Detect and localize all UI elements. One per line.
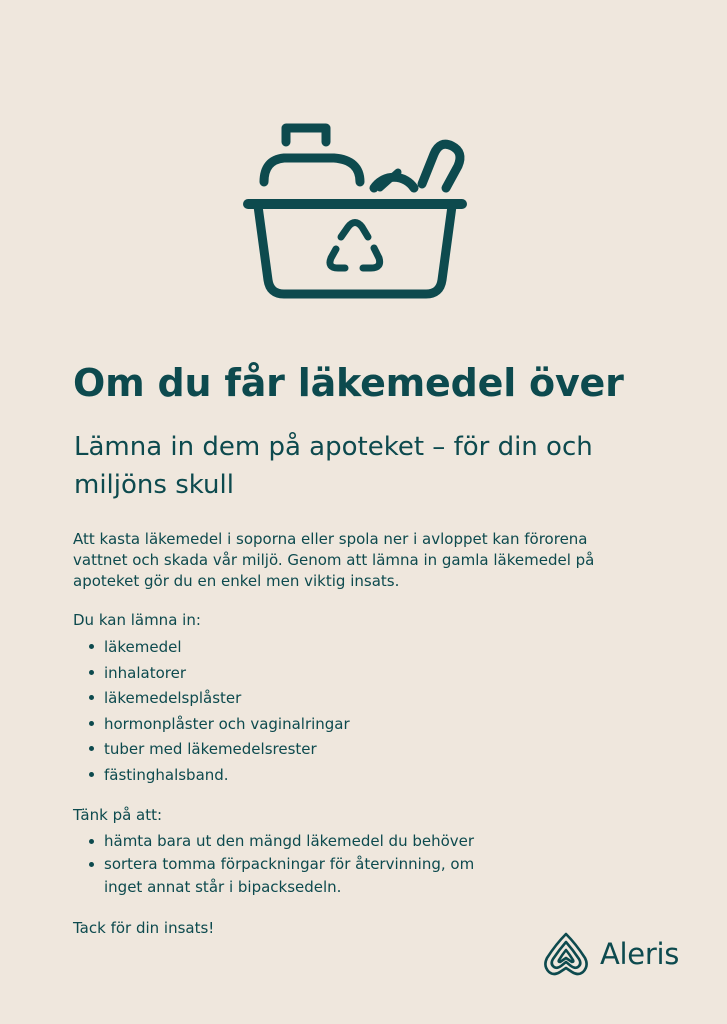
- section-heading-accepted: Du kan lämna in:: [73, 611, 201, 629]
- intro-paragraph: Att kasta läkemedel i soporna eller spola ner i avloppet kan förorena vattnet och skada vår miljö. Genom att lämna in gamla läkemedel på apoteket gör du en enkel men viktig insats.: [73, 530, 595, 590]
- aleris-logo-icon: [542, 930, 590, 978]
- section-heading-tips: Tänk på att:: [73, 806, 163, 824]
- subtitle: Lämna in dem på apoteket – för din och miljöns skull: [74, 432, 593, 500]
- thanks-text: Tack för din insats!: [73, 919, 215, 937]
- list-item: fästinghalsband.: [86, 763, 350, 789]
- list-item: hormonplåster och vaginalringar: [86, 712, 350, 738]
- page-title: Om du får läkemedel över: [73, 361, 624, 405]
- logo-name: Aleris: [600, 937, 680, 971]
- accepted-items-list: [86, 635, 350, 788]
- list-item: hämta bara ut den mängd läkemedel du behöver: [86, 830, 506, 853]
- list-item: läkemedel: [86, 635, 350, 661]
- list-item: läkemedelsplåster: [86, 686, 350, 712]
- list-item: inhalatorer: [86, 661, 350, 687]
- basket-recycle-icon: [240, 118, 470, 304]
- aleris-logo: [542, 928, 679, 980]
- tips-list: [86, 830, 506, 899]
- list-item: tuber med läkemedelsrester: [86, 737, 350, 763]
- list-item: sortera tomma förpackningar för återvinning, om inget annat står i bipacksedeln.: [86, 853, 506, 899]
